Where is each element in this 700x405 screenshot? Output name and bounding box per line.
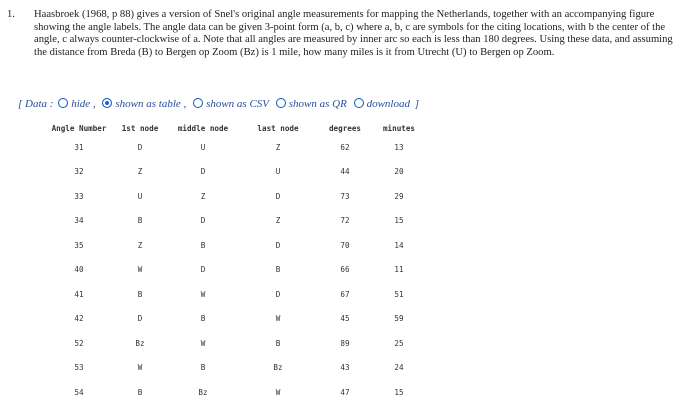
angle-number-cell: 40: [74, 265, 84, 275]
table-row: [48, 160, 428, 185]
first-node-cell: U: [137, 191, 143, 201]
last-node-cell: Bz: [273, 363, 283, 373]
table-row: [48, 135, 428, 160]
degrees-cell: 73: [340, 191, 350, 201]
minutes-cell: 13: [394, 142, 404, 152]
degrees-cell: 89: [340, 338, 350, 348]
angle-number-cell: 41: [74, 289, 84, 299]
header-last-node: last node: [257, 123, 299, 133]
degrees-cell: 70: [340, 240, 350, 250]
option-label: hide ,: [71, 98, 96, 110]
angle-number-cell: 35: [74, 240, 84, 250]
minutes-cell: 51: [394, 289, 404, 299]
last-node-cell: Z: [275, 142, 281, 152]
table-row: [48, 233, 428, 258]
middle-node-cell: W: [200, 338, 206, 348]
first-node-cell: B: [137, 387, 143, 397]
degrees-cell: 62: [340, 142, 350, 152]
option-label: download: [366, 98, 410, 110]
minutes-cell: 20: [394, 167, 404, 177]
minutes-cell: 24: [394, 363, 404, 373]
option-label: shown as table ,: [115, 98, 187, 110]
last-node-cell: B: [275, 338, 281, 348]
angle-data-table: [48, 121, 428, 405]
problem-statement: [7, 9, 684, 59]
degrees-cell: 47: [340, 387, 350, 397]
options-close-bracket: ]: [414, 98, 420, 110]
angle-number-cell: 54: [74, 387, 84, 397]
table-row: [48, 331, 428, 356]
option-hide[interactable]: [56, 98, 95, 110]
option-label: shown as QR: [288, 98, 347, 110]
minutes-cell: 59: [394, 314, 404, 324]
option-csv[interactable]: [191, 98, 269, 110]
angle-number-cell: 42: [74, 314, 84, 324]
option-qr[interactable]: [274, 98, 347, 110]
degrees-cell: 43: [340, 363, 350, 373]
first-node-cell: B: [137, 216, 143, 226]
degrees-cell: 66: [340, 265, 350, 275]
table-row: [48, 184, 428, 209]
minutes-cell: 15: [394, 216, 404, 226]
data-label: Data :: [25, 98, 54, 110]
last-node-cell: Z: [275, 216, 281, 226]
middle-node-cell: Z: [200, 191, 206, 201]
first-node-cell: W: [137, 363, 143, 373]
radio-icon[interactable]: [193, 98, 203, 108]
middle-node-cell: B: [200, 363, 206, 373]
middle-node-cell: W: [200, 289, 206, 299]
radio-icon[interactable]: [276, 98, 286, 108]
first-node-cell: D: [137, 314, 143, 324]
angle-number-cell: 53: [74, 363, 84, 373]
angle-number-cell: 31: [74, 142, 84, 152]
table-row: [48, 282, 428, 307]
first-node-cell: Z: [137, 167, 143, 177]
options-open-bracket: [: [18, 98, 23, 110]
last-node-cell: D: [275, 191, 281, 201]
degrees-cell: 72: [340, 216, 350, 226]
last-node-cell: D: [275, 289, 281, 299]
option-download[interactable]: [352, 98, 410, 110]
first-node-cell: Z: [137, 240, 143, 250]
header-degrees: degrees: [328, 123, 361, 133]
middle-node-cell: B: [200, 314, 206, 324]
minutes-cell: 11: [394, 265, 404, 275]
minutes-cell: 14: [394, 240, 404, 250]
middle-node-cell: B: [200, 240, 206, 250]
header-minutes: minutes: [382, 123, 415, 133]
table-row: [48, 307, 428, 332]
angle-number-cell: 33: [74, 191, 84, 201]
minutes-cell: 15: [394, 387, 404, 397]
last-node-cell: W: [275, 314, 281, 324]
degrees-cell: 45: [340, 314, 350, 324]
last-node-cell: B: [275, 265, 281, 275]
header-angle-number: Angle Number: [51, 123, 107, 133]
angle-number-cell: 34: [74, 216, 84, 226]
degrees-cell: 67: [340, 289, 350, 299]
radio-selected-icon[interactable]: [102, 98, 112, 108]
table-row: [48, 258, 428, 283]
header-1st-node: 1st node: [121, 123, 159, 133]
table-row: [48, 356, 428, 381]
problem-number: 1.: [7, 9, 15, 20]
option-table[interactable]: [100, 98, 186, 110]
header-middle-node: middle node: [177, 123, 229, 133]
radio-icon[interactable]: [58, 98, 68, 108]
middle-node-cell: D: [200, 167, 206, 177]
radio-icon[interactable]: [354, 98, 364, 108]
first-node-cell: Bz: [135, 338, 145, 348]
angle-number-cell: 52: [74, 338, 84, 348]
middle-node-cell: D: [200, 216, 206, 226]
last-node-cell: W: [275, 387, 281, 397]
data-options: [18, 98, 419, 110]
middle-node-cell: U: [200, 142, 206, 152]
first-node-cell: W: [137, 265, 143, 275]
table-row: [48, 380, 428, 405]
first-node-cell: B: [137, 289, 143, 299]
option-label: shown as CSV: [206, 98, 270, 110]
degrees-cell: 44: [340, 167, 350, 177]
middle-node-cell: D: [200, 265, 206, 275]
first-node-cell: D: [137, 142, 143, 152]
last-node-cell: U: [275, 167, 281, 177]
table-header-row: [48, 121, 428, 135]
last-node-cell: D: [275, 240, 281, 250]
problem-text: Haasbroek (1968, p 88) gives a version of Snel's original angle measurements for mapping the Netherlands, together with an accompanying figure showing the angle labels. The angle data can be given 3-point form (a, b, c) where a, b, c are symbols for the citing locations, with b the center of the angle, c always counter-clockwise of a. Note that all angles are measured by inner arc so each is less than 180 degrees. Using these data, and assuming the distance from Breda (B) to Bergen op Zoom (Bz) is 1 mile, how many miles is it from Utrecht (U) to Bergen op Zoom.: [34, 9, 673, 58]
minutes-cell: 29: [394, 191, 404, 201]
angle-number-cell: 32: [74, 167, 84, 177]
table-row: [48, 209, 428, 234]
table-body: [48, 135, 428, 405]
minutes-cell: 25: [394, 338, 404, 348]
middle-node-cell: Bz: [198, 387, 208, 397]
